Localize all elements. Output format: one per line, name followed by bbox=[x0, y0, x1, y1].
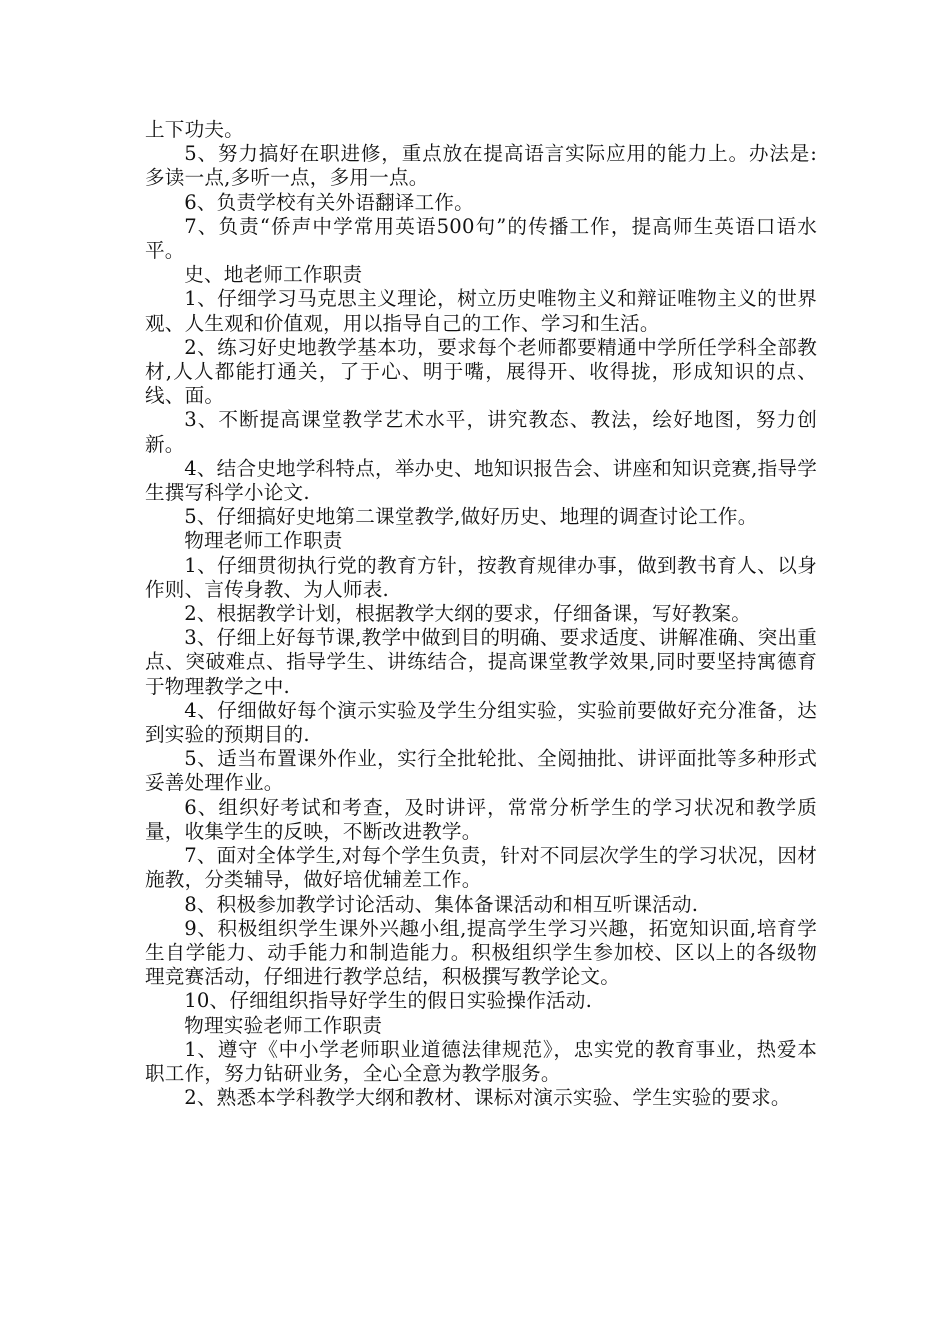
section-heading: 史、地老师工作职责 bbox=[184, 263, 363, 287]
paragraph: 4、仔细做好每个演示实验及学生分组实验，实验前要做好充分准备，达到实验的预期目的. bbox=[145, 698, 817, 747]
paragraph: 1、遵守《中小学老师职业道德法律规范》，忠实党的教育事业，热爱本职工作，努力钻研业务，全心全意为教学服务。 bbox=[145, 1037, 817, 1085]
paragraph: 5、努力搞好在职进修，重点放在提高语言实际应用的能力上。办法是:多读一点,多听一点，多用一点。 bbox=[145, 142, 817, 190]
paragraph: 3、不断提高课堂教学艺术水平，讲究教态、教法，绘好地图，努力创新。 bbox=[145, 408, 817, 456]
paragraph: 1、仔细学习马克思主义理论，树立历史唯物主义和辩证唯物主义的世界观、人生观和价值观，用以指导自己的工作、学习和生活。 bbox=[145, 287, 817, 335]
paragraph: 2、熟悉本学科教学大纲和教材、课标对演示实验、学生实验的要求。 bbox=[184, 1086, 791, 1110]
paragraph: 6、负责学校有关外语翻译工作。 bbox=[184, 190, 474, 214]
paragraph: 5、适当布置课外作业，实行全批轮批、全阅抽批、讲评面批等多种形式妥善处理作业。 bbox=[145, 747, 817, 795]
section-heading: 物理老师工作职责 bbox=[184, 529, 343, 553]
paragraph: 2、练习好史地教学基本功，要求每个老师都要精通中学所任学科全部教材,人人都能打通关，了于心、明于嘴，展得开、收得拢，形成知识的点、线、面。 bbox=[145, 335, 817, 408]
document-body bbox=[145, 118, 817, 1110]
paragraph: 2、根据教学计划，根据教学大纲的要求，仔细备课，写好教案。 bbox=[184, 602, 752, 626]
paragraph: 10、仔细组织指导好学生的假日实验操作活动. bbox=[184, 989, 593, 1013]
paragraph: 9、积极组织学生课外兴趣小组,提高学生学习兴趣，拓宽知识面,培育学生自学能力、动手能力和制造能力。积极组织学生参加校、区以上的各级物理竞赛活动，仔细进行教学总结，积极撰写教学论文。 bbox=[145, 916, 817, 989]
section-heading: 物理实验老师工作职责 bbox=[184, 1013, 383, 1037]
paragraph: 8、积极参加教学讨论活动、集体备课活动和相互听课活动. bbox=[184, 892, 699, 916]
paragraph: 7、负责“侨声中学常用英语500句”的传播工作，提高师生英语口语水平。 bbox=[145, 214, 817, 263]
paragraph: 4、结合史地学科特点，举办史、地知识报告会、讲座和知识竞赛,指导学生撰写科学小论文. bbox=[145, 456, 817, 505]
paragraph: 1、仔细贯彻执行党的教育方针，按教育规律办事，做到教书育人、以身作则、言传身教、为人师表. bbox=[145, 553, 817, 601]
paragraph: 7、面对全体学生,对每个学生负责，针对不同层次学生的学习状况，因材施教，分类辅导，做好培优辅差工作。 bbox=[145, 844, 817, 892]
paragraph: 6、组织好考试和考查，及时讲评，常常分析学生的学习状况和教学质量，收集学生的反映，不断改进教学。 bbox=[145, 795, 817, 843]
paragraph: 3、仔细上好每节课,教学中做到目的明确、要求适度、讲解准确、突出重点、突破难点、指导学生、讲练结合，提高课堂教学效果,同时要坚持寓德育于物理教学之中. bbox=[145, 626, 817, 698]
paragraph: 上下功夫。 bbox=[145, 118, 244, 141]
paragraph: 5、仔细搞好史地第二课堂教学,做好历史、地理的调查讨论工作。 bbox=[184, 505, 758, 529]
